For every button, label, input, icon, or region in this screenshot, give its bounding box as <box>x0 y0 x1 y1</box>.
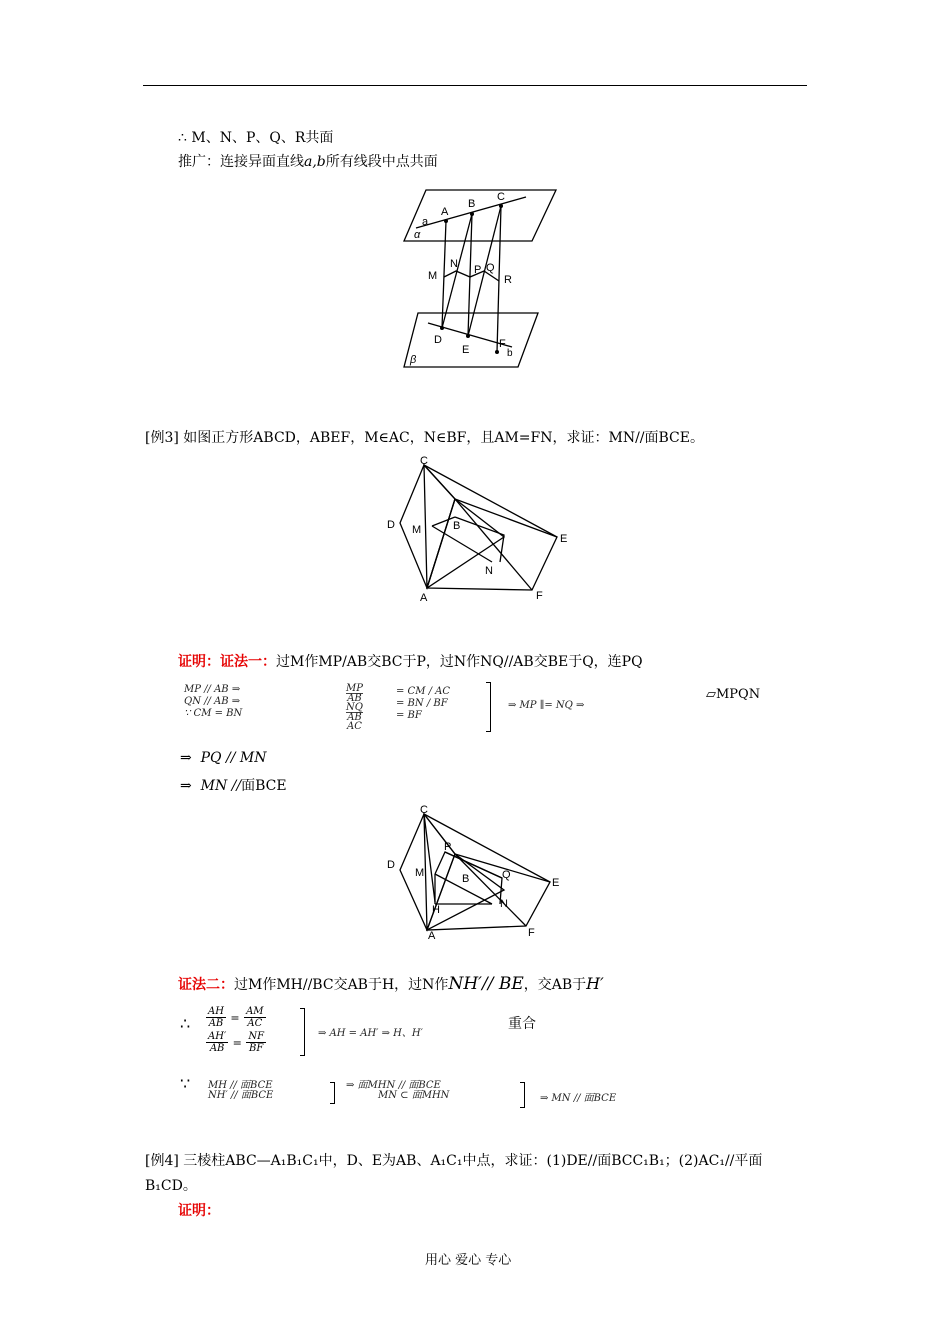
label-Q: Q <box>502 869 511 881</box>
label-A: A <box>428 930 436 942</box>
step-pq-parallel-mn: ⇒ PQ // MN <box>180 750 267 766</box>
proof-2-line: 证法二：过M作MH//BC交AB于H，过N作NH′// BE，交AB于H′ <box>178 974 604 994</box>
label-E: E <box>462 344 470 356</box>
proof-2-ratio-1: $\frac{AH}{AB}$ = $\frac{AM}{AC}$ <box>208 1006 264 1029</box>
label-M: M <box>428 270 438 282</box>
proof-1-conclusion: ⇒ MP ∥= NQ ⇒ <box>508 700 585 711</box>
label-N: N <box>450 258 458 270</box>
label-b: b <box>507 348 513 359</box>
label-C: C <box>497 191 505 203</box>
proof-1-fractions: MP AB NQ AB AC <box>346 683 363 732</box>
proof-2-ratio-2: $\frac{AH'}{AB}$ = $\frac{NF}{BF}$ <box>208 1031 265 1054</box>
label-D: D <box>434 334 442 346</box>
proof-2-final: ⇒ MN // 面BCE <box>540 1093 617 1104</box>
proof-1-brace <box>486 682 491 732</box>
label-F: F <box>536 590 543 602</box>
label-C: C <box>420 455 428 467</box>
label-E: E <box>552 877 560 889</box>
label-D: D <box>387 519 395 531</box>
label-C: C <box>420 804 428 816</box>
label-P: P <box>444 841 452 853</box>
label-E: E <box>560 533 568 545</box>
step-mn-parallel-plane: ⇒ MN //面BCE <box>180 778 287 794</box>
plane-beta <box>404 313 538 367</box>
label-alpha: α <box>414 229 421 241</box>
coincide-text: 重合 <box>508 1016 536 1032</box>
text-line-coplanar: ∴ M、N、P、Q、R共面 <box>178 130 334 146</box>
label-B: B <box>462 873 470 885</box>
label-M: M <box>412 524 422 536</box>
label-beta: β <box>410 354 417 366</box>
label-P: P <box>474 264 482 276</box>
figure-two-squares <box>382 455 577 605</box>
figure-proof-construction <box>382 800 577 950</box>
proof-1-ratios: = CM / AC = BN / BF = BF <box>396 686 451 721</box>
page-footer: 用心 爱心 专心 <box>425 1253 512 1268</box>
label-B: B <box>468 198 476 210</box>
label-Q: Q <box>486 262 495 274</box>
label-A: A <box>420 592 428 604</box>
example-4-proof-label: 证明： <box>178 1203 220 1219</box>
label-B: B <box>453 520 461 532</box>
figure-skew-lines <box>398 185 558 375</box>
label-a: a <box>422 216 429 228</box>
label-N: N <box>500 898 508 910</box>
proof-1-left-column: MP // AB ⇒ QN // AB ⇒ ∵ CM = BN <box>184 684 243 719</box>
label-N: N <box>485 565 493 577</box>
parallelogram-MPQN: ▱MPQN <box>706 687 761 702</box>
label-F: F <box>528 927 535 939</box>
proof-2-result: ⇒ AH = AH′ ⇒ H、H′ <box>318 1028 423 1039</box>
example-4-text: [例4] 三棱柱ABC—A₁B₁C₁中，D、E为AB、A₁C₁中点，求证：(1)DE//面BCC₁B₁；(2)AC₁//平面 <box>145 1153 763 1169</box>
proof-2-because-block: MH // 面BCE NH′ // 面BCE <box>208 1080 274 1101</box>
proof-2-brace-3 <box>520 1082 525 1108</box>
label-F: F <box>499 338 506 350</box>
example-3-text: [例3] 如图正方形ABCD，ABEF，M∈AC，N∈BF，且AM=FN，求证：MN//面BCE。 <box>145 430 704 446</box>
header-rule <box>143 85 807 86</box>
therefore-symbol: ∴ <box>180 1014 191 1033</box>
text-line-generalization: 推广：连接异面直线a,b所有线段中点共面 <box>178 154 438 170</box>
proof-2-brace-2 <box>330 1082 335 1104</box>
because-symbol: ∵ <box>180 1074 191 1093</box>
label-A: A <box>441 206 449 218</box>
example-4-text-cont: B₁CD。 <box>145 1178 197 1194</box>
label-H: H <box>432 904 440 916</box>
proof-1-line: 证明：证法一：过M作MP/AB交BC于P，过N作NQ//AB交BE于Q，连PQ <box>178 654 643 670</box>
label-R: R <box>504 274 512 286</box>
proof-2-brace <box>300 1008 305 1056</box>
label-D: D <box>387 859 395 871</box>
proof-2-plane-block: ⇒ 面MHN // 面BCE MN ⊂ 面MHN <box>346 1080 450 1101</box>
label-M: M <box>415 867 425 879</box>
